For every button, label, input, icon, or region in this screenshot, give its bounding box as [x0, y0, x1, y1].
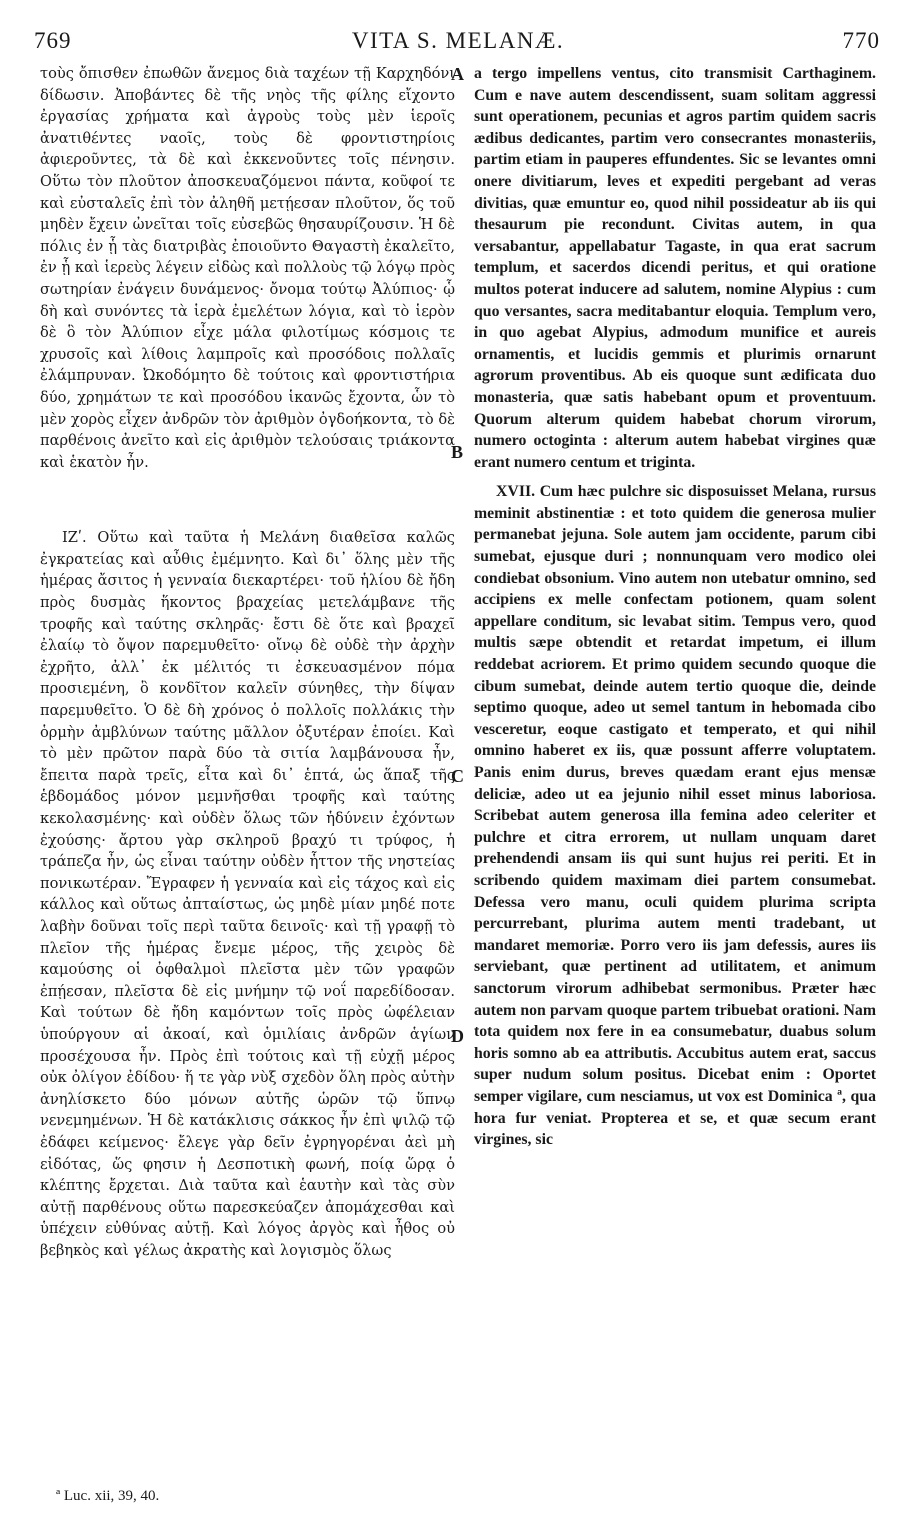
page-number-right: 770 — [842, 28, 880, 53]
margin-marker-c: C — [451, 766, 464, 786]
margin-marker-d: D — [451, 1026, 464, 1046]
latin-paragraph-1: a tergo impellens ventus, cito transmisit Carthaginem. Cum e nave autem descendissent, suam solitam aggressi sunt operationem, pecunias et agros partim quidem sacris ædibus dedicantes, partim vero consecrantes monasteriis, partim etiam in pauperes effundentes. Sic se levantes omni onere divitiarum, leves et expediti pergebant ad veras divitias, quæ emuntur eo, quod nihil possideatur ab iis qui thesaurum pie recondunt. Civitas autem, in qua versabantur, appellabatur Tagaste, in qua erat sacrum templum, et sacerdos dicendi peritus, et qui oratione multos poterat inducere ad salutem, nomine Alypius : cum quo versantes, sacra meditabantur eloquia. Templum vero, in quo agebat Alypius, admodum munifice et aureis ornamentis, et lucidis gemmis et plurimis ornarunt agrorum proventibus. Ab eis quoque sunt ædificata duo monasteria, quæ satis habebant opum et proventuum. Quorum alterum quidem habebat chorum virorum, numero octoginta : alterum autem habebat virgines quæ erant numero centum et triginta. — [474, 65, 876, 471]
page-number-left: 769 — [34, 28, 72, 53]
greek-column — [40, 63, 455, 1261]
greek-paragraph-2: ΙΖʹ. Οὕτω καὶ ταῦτα ἡ Μελάνη διαθεῖσα καλῶς ἐγκρατείας καὶ αὖθις ἐμέμνητο. Καὶ δι᾽ ὅλης μὲν τῆς ἡμέρας ἄσιτος ἡ γενναία διεκαρτέρει· τοῦ ἡλίου δὲ ἤδη πρὸς δυσμὰς ἥκοντος βραχείας μετελάμβανε τῆς τροφῆς καὶ ταύτης σκληρᾶς· ἔστι δὲ ὅτε καὶ βραχεῖ ἐλαίῳ τὸ ὄψον παρεμυθεῖτο· οἴνῳ δὲ οὐδὲ τὴν ἀρχὴν ἐχρῆτο, ἀλλ᾽ ἐκ μέλιτός τι ἐσκευασμένον πόμα προσιεμένη, ὃ κονδῖτον καλεῖν σύνηθες, τὴν δίψαν παρεμυθεῖτο. Ὁ δὲ δὴ χρόνος ὁ πολλοῖς πολλάκις τὴν ὁρμὴν ἀμβλύνων ταύτης μᾶλλον ὀξυτέραν ἐποίει. Καὶ τὸ μὲν πρῶτον παρὰ δύο τὰ σιτία λαμβάνουσα ἦν, ἔπειτα παρὰ τρεῖς, εἶτα καὶ δι᾽ ἑπτά, ὡς ἅπαξ τῆς ἑβδομάδος μόνον μεμνῆσθαι τροφῆς καὶ ταύτης κεκολασμένης· καὶ οὐδὲν ὅλως τῶν ἡδύνειν ἐχόντων ἐχούσης· ἄρτου γὰρ σκληροῦ βραχύ τι τρύφος, ἡ τράπεζα ἦν, ὡς εἶναι ταύτην οὐδὲν ἧττον τῆς νηστείας πονικωτέραν. Ἔγραφεν ἡ γενναία καὶ εἰς τάχος καὶ εἰς κάλλος καὶ οὕτως ἀπταίστως, ὡς μηδὲ μίαν μηδέ ποτε λαβὴν δοῦναι τοῖς περὶ ταῦτα δεινοῖς· καὶ τῇ γραφῇ τὸ πλεῖον τῆς ἡμέρας ἔνεμε μέρος, τῆς χειρὸς δὲ καμούσης οἱ ὀφθαλμοὶ πλεῖστα μὲν τῶν γραφῶν ἐπῄεσαν, πλεῖστα δὲ εἰς μνήμην τῷ νοΐ παρεδίδοσαν. Καὶ τούτων δὲ ἤδη καμόντων τοῖς πρὸς ὠφέλειαν ὑπούργουν αἱ ἀκοαί, καὶ ὁμιλίαις ἀνδρῶν ἁγίων προσέχουσα ἦν. Πρὸς ἐπὶ τούτοις καὶ τῇ εὐχῇ μέρος οὐκ ὀλίγον ἐδίδου· ἥ τε γὰρ νὺξ σχεδὸν ὅλη πρὸς αὐτὴν ἀνηλίσκετο δύο μόνων αὐτῆς ὡρῶν τῷ ὕπνῳ νενεμημένων. Ἡ δὲ κατάκλισις σάκκος ἦν ἐπὶ ψιλῷ τῷ ἐδάφει κείμενος· ἔλεγε γὰρ δεῖν ἐγρηγορέναι ἀεὶ μὴ εἰδότας, ὥς φησιν ἡ Δεσποτικὴ φωνή, ποίᾳ ὥρᾳ ὁ κλέπτης ἔρχεται. Διὰ ταῦτα καὶ ἑαυτὴν καὶ τὰς σὺν αὐτῇ παρθένους οὕτω παρεσκεύαζεν ἀπομάχεσθαι καὶ ὑπέχειν εὐθύνας αὐτῇ. Καὶ λόγος ἀργὸς καὶ ἦθος οὐ βεβηκὸς καὶ γέλως ἀκρατὴς καὶ λογισμὸς ὅλως — [40, 529, 455, 1259]
margin-marker-a: A — [451, 64, 464, 84]
latin-column — [474, 63, 876, 1151]
running-title: VITA S. MELANÆ. — [351, 28, 565, 53]
latin-paragraph-2: XVII. Cum hæc pulchre sic disposuisset Melana, rursus meminit abstinentiæ : et toto quidem die generosa mulier permanebat jejuna. Sole autem jam occidente, parum cibi sumebat, ejusque duri ; nonnunquam vero modico olei condiebat obsonium. Vino autem non utebatur omnino, sed accipiens ex melle confectam potionem, quam solent appellare conditum, sic levabat sitim. Tempus vero, quod multis sæpe obtendit et retardat impetum, ei illum reddebat acriorem. Et primo quidem secundo quoque die cibum sumebat, deinde autem tertio quoque die, deinde septimo quoque, adeo ut semel tantum in hebomada cibo vesceretur, eoque castigato et temperato, et qui nihil omnino haberet ex iis, quæ possunt afferre voluptatem. Panis enim durus, breves quædam erant ejus mensæ deliciæ, adeo ut ea jejunio nihil esset minus laboriosa. Scribebat autem generosa illa femina adeo celeriter et pulchre et citra errorem, ut nullam unquam daret prehendendi ansam iis qui sunt hujus rei periti. Et in scribendo quidem maximam diei partem consumebat. Defessa vero manu, oculi quidem plurima scripta percurrebant, plurima autem menti tradebant, ut mandaret memoriæ. Porro vero iis jam defessis, aures iis serviebant, quæ pertinent ad utilitatem, et animum sanctorum virorum adhibebat sermonibus. Præter hæc autem non parvam quoque partem tribuebat orationi. Nam tota quidem nox fere in ea consumebatur, duabus solum horis somno ab ea attributis. Accubitus autem erat, saccus super nudum solum positus. Dicebat enim : Oportet semper vigilare, cum nesciamus, ut vox est Dominica ª, qua hora fur veniat. Propterea et se, et quæ secum erant virgines, sic — [474, 483, 876, 1149]
greek-paragraph-1: τοὺς ὄπισθεν ἐπωθῶν ἄνεμος διὰ ταχέων τῇ Καρχηδόνι δίδωσιν. Ἀποβάντες δὲ τῆς νηὸς τῆς φίλης εἴχοντο ἐργασίας χρήματα καὶ ἀγροὺς τοὺς μὲν ἱεροῖς ἀνατιθέντες ναοῖς, τοὺς δὲ φροντιστηρίοις ἀφιεροῦντες, τὰ δὲ καὶ ἐκκενοῦντες τοῖς πένησιν. Οὕτω τὸν πλοῦτον ἀποσκευαζόμενοι πάντα, κοῦφοί τε καὶ εὐσταλεῖς ἐπὶ τὸν ἀληθῆ μετῄεσαν πλοῦτον, ὅς τοῦ μηδὲν ἔχειν ὠνεῖται τοῖς εὐσεβῶς θησαυρίζουσιν. Ἡ δὲ πόλις ἐν ᾗ τὰς διατριβὰς ἐποιοῦντο Θαγαστὴ ἐκαλεῖτο, ἐν ᾗ καὶ ἱερεὺς λέγειν εἰδὼς καὶ πολλοὺς τῷ λόγῳ πρὸς σωτηρίαν ἐνάγειν δυνάμενος· ὄνομα τούτῳ Ἀλύπιος· ᾧ δὴ καὶ συνόντες τὰ ἱερὰ ἐμελέτων λόγια, καὶ τὸ ἱερὸν δὲ ὃ τὸν Ἀλύπιον εἶχε μάλα φιλοτίμως κόσμοις τε χρυσοῖς καὶ λίθοις λαμπροῖς καὶ προσόδοις πολλαῖς ἐλάμπρυναν. Ὠκοδόμητο δὲ τούτοις καὶ φροντιστήρια δύο, χρημάτων τε καὶ προσόδου ἱκανῶς ἔχοντα, ὧν τὸ μὲν χορὸς εἶχεν ἀνδρῶν τὸν ἀριθμὸν ὀγδοήκοντα, τὸ δὲ παρθένοις ἀνεῖτο καὶ εἰς ἀριθμὸν τελούσαις τριάκοντα καὶ ἑκατὸν ἦν. — [40, 65, 455, 471]
margin-marker-b: B — [451, 442, 464, 462]
running-header — [0, 28, 916, 58]
footnote: ª Luc. xii, 39, 40. — [56, 1488, 160, 1504]
